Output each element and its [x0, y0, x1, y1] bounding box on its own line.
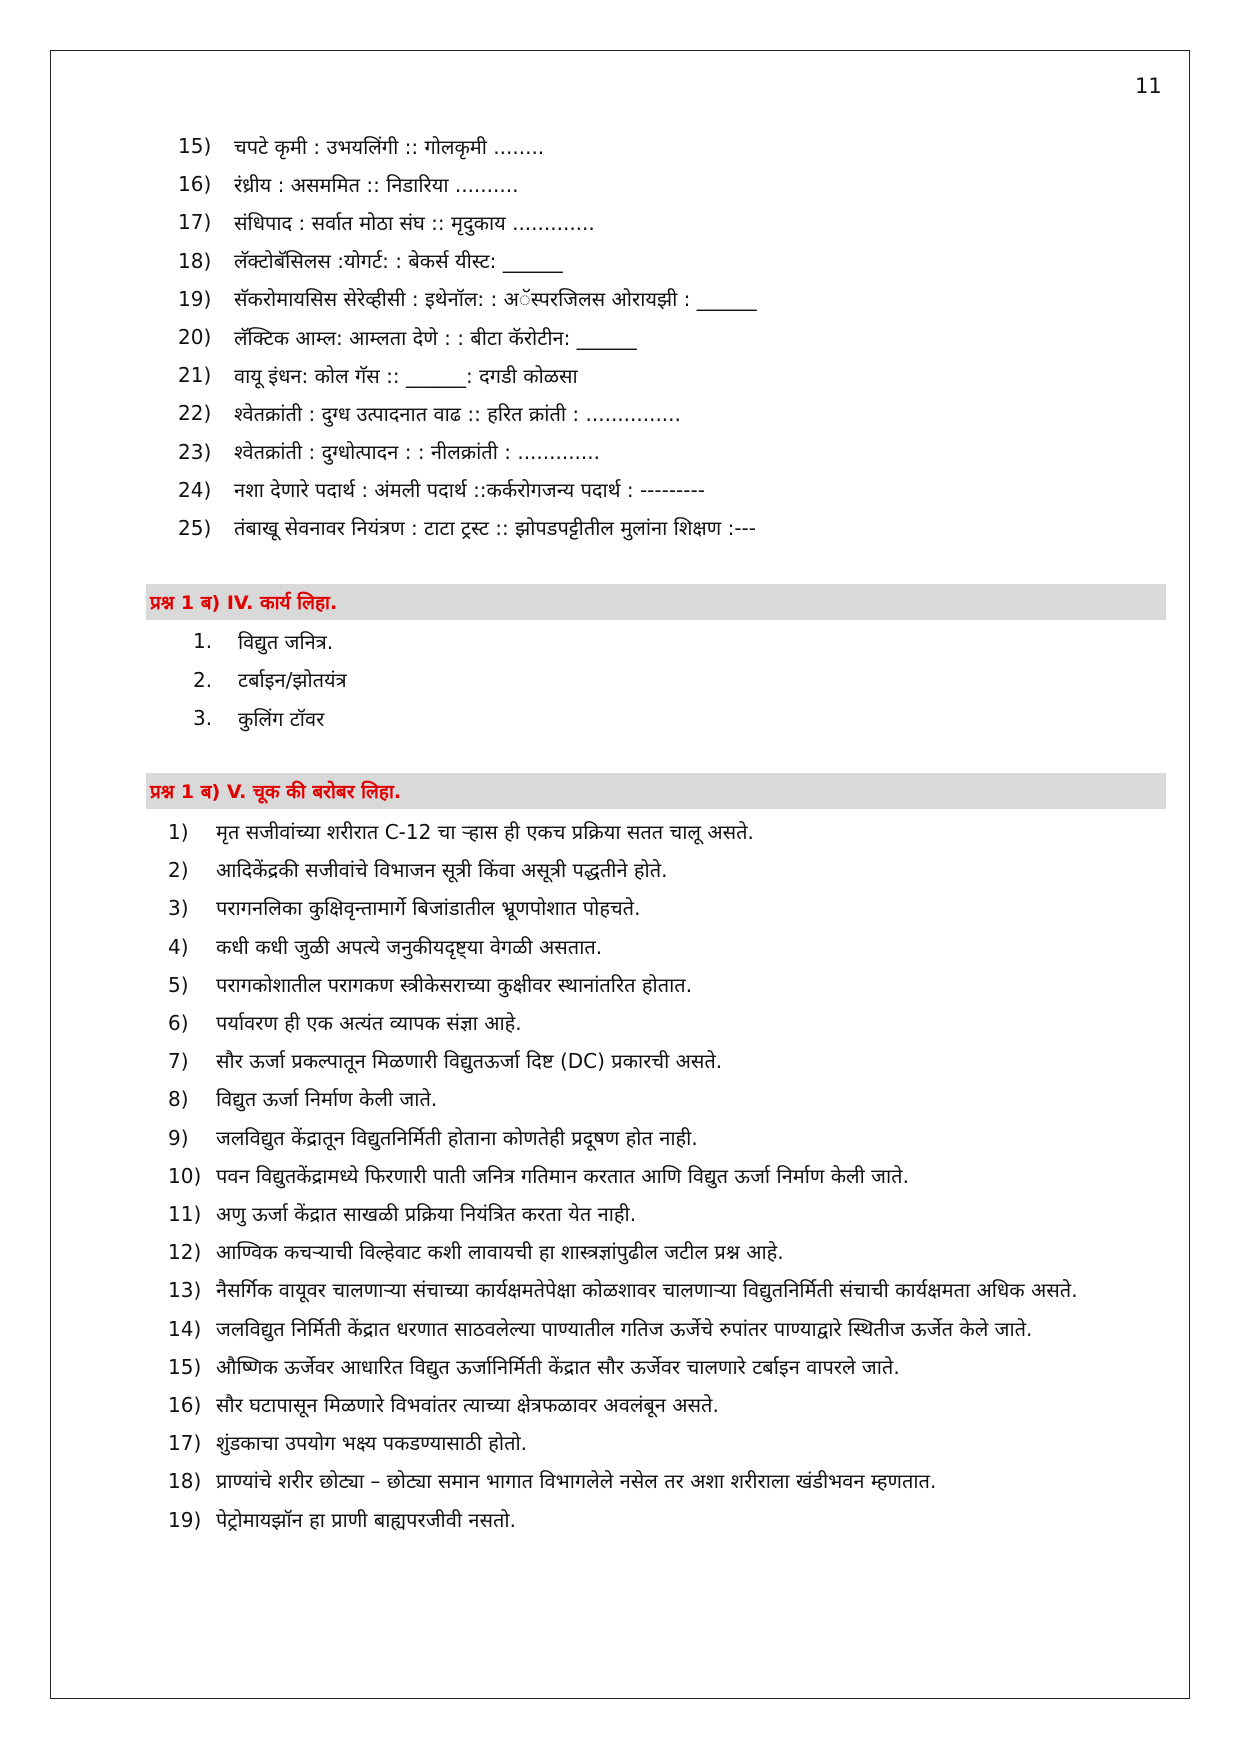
- list-item: [168, 966, 1166, 1004]
- list-item: [178, 356, 757, 394]
- item-number: 14): [168, 1316, 202, 1341]
- function-list: [193, 622, 347, 738]
- list-item: [168, 1348, 1166, 1386]
- list-item: [168, 1195, 1166, 1233]
- item-text: औष्णिक ऊर्जेवर आधारित विद्युत ऊर्जानिर्मिती केंद्रात सौर ऊर्जेवर चालणारे टर्बाइन वापरले जाते.: [216, 1354, 900, 1379]
- item-text: विद्युत ऊर्जा निर्माण केली जाते.: [216, 1087, 438, 1112]
- item-text: चपटे कृमी : उभयलिंगी :: गोलकृमी ........: [234, 134, 545, 159]
- item-number: 9): [168, 1125, 189, 1150]
- true-false-list: [168, 813, 1166, 1539]
- section-heading-v: प्रश्न 1 ब) V. चूक की बरोबर लिहा.: [146, 773, 1166, 809]
- item-text: सॅकरोमायसिस सेरेव्हीसी : इथेनॉल: : अॅस्परजिलस ओरायझी : ______: [234, 287, 757, 312]
- list-item: [168, 1080, 1166, 1118]
- item-number: 1): [168, 820, 189, 844]
- list-item: [168, 1424, 1166, 1462]
- list-item: [168, 1042, 1166, 1080]
- page-number: 11: [1135, 74, 1162, 98]
- item-number: 3): [168, 896, 189, 921]
- item-number: 7): [168, 1049, 189, 1074]
- item-text: परागनलिका कुक्षिवृन्तामार्गे बिजांडातील भ्रूणपोशात पोहचते.: [216, 896, 641, 921]
- analogy-list: [178, 127, 757, 547]
- item-text: तंबाखू सेवनावर नियंत्रण : टाटा ट्रस्ट :: झोपडपट्टीतील मुलांना शिक्षण :---: [234, 516, 756, 541]
- item-number: 3.: [193, 706, 213, 731]
- item-number: 15): [168, 1354, 202, 1379]
- item-number: 21): [178, 363, 212, 388]
- item-text: नैसर्गिक वायूवर चालणाऱ्या संचाच्या कार्यक्षमतेपेक्षा कोळशावर चालणाऱ्या विद्युतनिर्मिती संचाची कार्यक्षमता अधिक असते.: [216, 1278, 1078, 1303]
- item-text: विद्युत जनित्र.: [238, 629, 334, 654]
- item-text: परागकोशातील परागकण स्त्रीकेसराच्या कुक्षीवर स्थानांतरित होतात.: [216, 972, 693, 997]
- item-text: लॅक्टिक आम्ल: आम्लता देणे : : बीटा कॅरोटीन: ______: [234, 325, 637, 350]
- list-item: [178, 471, 757, 509]
- list-item: [178, 509, 757, 547]
- item-number: 2): [168, 858, 189, 883]
- list-item: [193, 699, 347, 738]
- item-text: सौर घटापासून मिळणारे विभवांतर त्याच्या क्षेत्रफळावर अवलंबून असते.: [216, 1393, 719, 1418]
- item-number: 2.: [193, 667, 213, 692]
- item-number: 16): [168, 1393, 202, 1418]
- item-number: 17): [168, 1431, 202, 1456]
- item-text: मृत सजीवांच्या शरीरात C-12 चा ऱ्हास ही एकच प्रक्रिया सतत चालू असते.: [216, 820, 754, 844]
- item-number: 13): [168, 1278, 202, 1303]
- item-text: शुंडकाचा उपयोग भक्ष्य पकडण्यासाठी होतो.: [216, 1431, 528, 1456]
- list-item: [168, 928, 1166, 966]
- item-number: 18): [178, 248, 212, 273]
- item-number: 24): [178, 477, 212, 502]
- item-number: 25): [178, 515, 212, 540]
- item-text: आण्विक कचऱ्याची विल्हेवाट कशी लावायची हा शास्त्रज्ञांपुढील जटील प्रश्न आहे.: [216, 1240, 784, 1265]
- list-item: [168, 813, 1166, 851]
- item-number: 11): [168, 1202, 202, 1227]
- item-number: 10): [168, 1163, 202, 1188]
- list-item: [168, 1310, 1166, 1348]
- item-text: वायू इंधन: कोल गॅस :: ______: दगडी कोळसा: [234, 363, 578, 388]
- item-number: 6): [168, 1011, 189, 1036]
- item-number: 18): [168, 1469, 202, 1494]
- list-item: [178, 165, 757, 203]
- item-number: 23): [178, 439, 212, 464]
- list-item: [178, 394, 757, 432]
- list-item: [168, 1386, 1166, 1424]
- section-heading-iv: प्रश्न 1 ब) IV. कार्य लिहा.: [146, 584, 1166, 620]
- item-text: कुलिंग टॉवर: [238, 706, 325, 731]
- item-text: आदिकेंद्रकी सजीवांचे विभाजन सूत्री किंवा असूत्री पद्धतीने होते.: [216, 858, 668, 883]
- item-text: जलविद्युत निर्मिती केंद्रात धरणात साठवलेल्या पाण्यातील गतिज ऊर्जेचे रुपांतर पाण्याद्वारे स्थितीज ऊर्जेत केले जाते.: [216, 1316, 1033, 1341]
- item-number: 16): [178, 172, 212, 197]
- list-item: [178, 203, 757, 241]
- list-item: [168, 889, 1166, 927]
- item-text: संधिपाद : सर्वात मोठा संघ :: मृदुकाय .............: [234, 210, 595, 235]
- list-item: [168, 1119, 1166, 1157]
- item-text: अणु ऊर्जा केंद्रात साखळी प्रक्रिया नियंत्रित करता येत नाही.: [216, 1202, 637, 1227]
- item-number: 17): [178, 210, 212, 235]
- list-item: [178, 433, 757, 471]
- item-number: 12): [168, 1240, 202, 1265]
- item-number: 19): [168, 1507, 202, 1532]
- item-number: 5): [168, 972, 189, 997]
- item-number: 22): [178, 401, 212, 426]
- list-item: [168, 1271, 1166, 1309]
- item-text: सौर ऊर्जा प्रकल्पातून मिळणारी विद्युतऊर्जा दिष्ट (DC) प्रकारची असते.: [216, 1049, 723, 1074]
- item-text: पर्यावरण ही एक अत्यंत व्यापक संज्ञा आहे.: [216, 1011, 522, 1036]
- item-text: रंध्रीय : असममित :: निडारिया ..........: [234, 172, 519, 197]
- item-number: 8): [168, 1087, 189, 1112]
- item-text: प्राण्यांचे शरीर छोट्या – छोट्या समान भागात विभागलेले नसेल तर अशा शरीराला खंडीभवन म्हणतात.: [216, 1469, 937, 1494]
- list-item: [168, 1233, 1166, 1271]
- item-text: नशा देणारे पदार्थ : अंमली पदार्थ ::कर्करोगजन्य पदार्थ : ---------: [234, 478, 705, 503]
- list-item: [178, 242, 757, 280]
- list-item: [168, 1157, 1166, 1195]
- list-item: [168, 1004, 1166, 1042]
- item-text: पवन विद्युतकेंद्रामध्ये फिरणारी पाती जनित्र गतिमान करतात आणि विद्युत ऊर्जा निर्माण केली जाते.: [216, 1163, 909, 1188]
- item-text: जलविद्युत केंद्रातून विद्युतनिर्मिती होताना कोणतेही प्रदूषण होत नाही.: [216, 1125, 698, 1150]
- item-number: 1.: [193, 629, 213, 654]
- list-item: [193, 661, 347, 700]
- item-text: लॅक्टोबॅसिलस :योगर्ट: : बेकर्स यीस्ट: ______: [234, 249, 563, 274]
- list-item: [178, 127, 757, 165]
- item-number: 15): [178, 134, 212, 159]
- item-number: 20): [178, 325, 212, 350]
- item-text: श्वेतक्रांती : दुग्धोत्पादन : : नीलक्रांती : .............: [234, 440, 600, 465]
- list-item: [193, 622, 347, 661]
- list-item: [178, 318, 757, 356]
- list-item: [178, 280, 757, 318]
- item-text: टर्बाइन/झोतयंत्र: [238, 668, 347, 693]
- item-text: पेट्रोमायझॉन हा प्राणी बाह्यपरजीवी नसतो.: [216, 1507, 516, 1532]
- item-text: श्वेतक्रांती : दुग्ध उत्पादनात वाढ :: हरित क्रांती : ...............: [234, 401, 681, 426]
- item-text: कधी कधी जुळी अपत्ये जनुकीयदृष्ट्या वेगळी असतात.: [216, 934, 603, 959]
- list-item: [168, 1501, 1166, 1539]
- list-item: [168, 1462, 1166, 1500]
- item-number: 4): [168, 934, 189, 959]
- item-number: 19): [178, 286, 212, 311]
- list-item: [168, 851, 1166, 889]
